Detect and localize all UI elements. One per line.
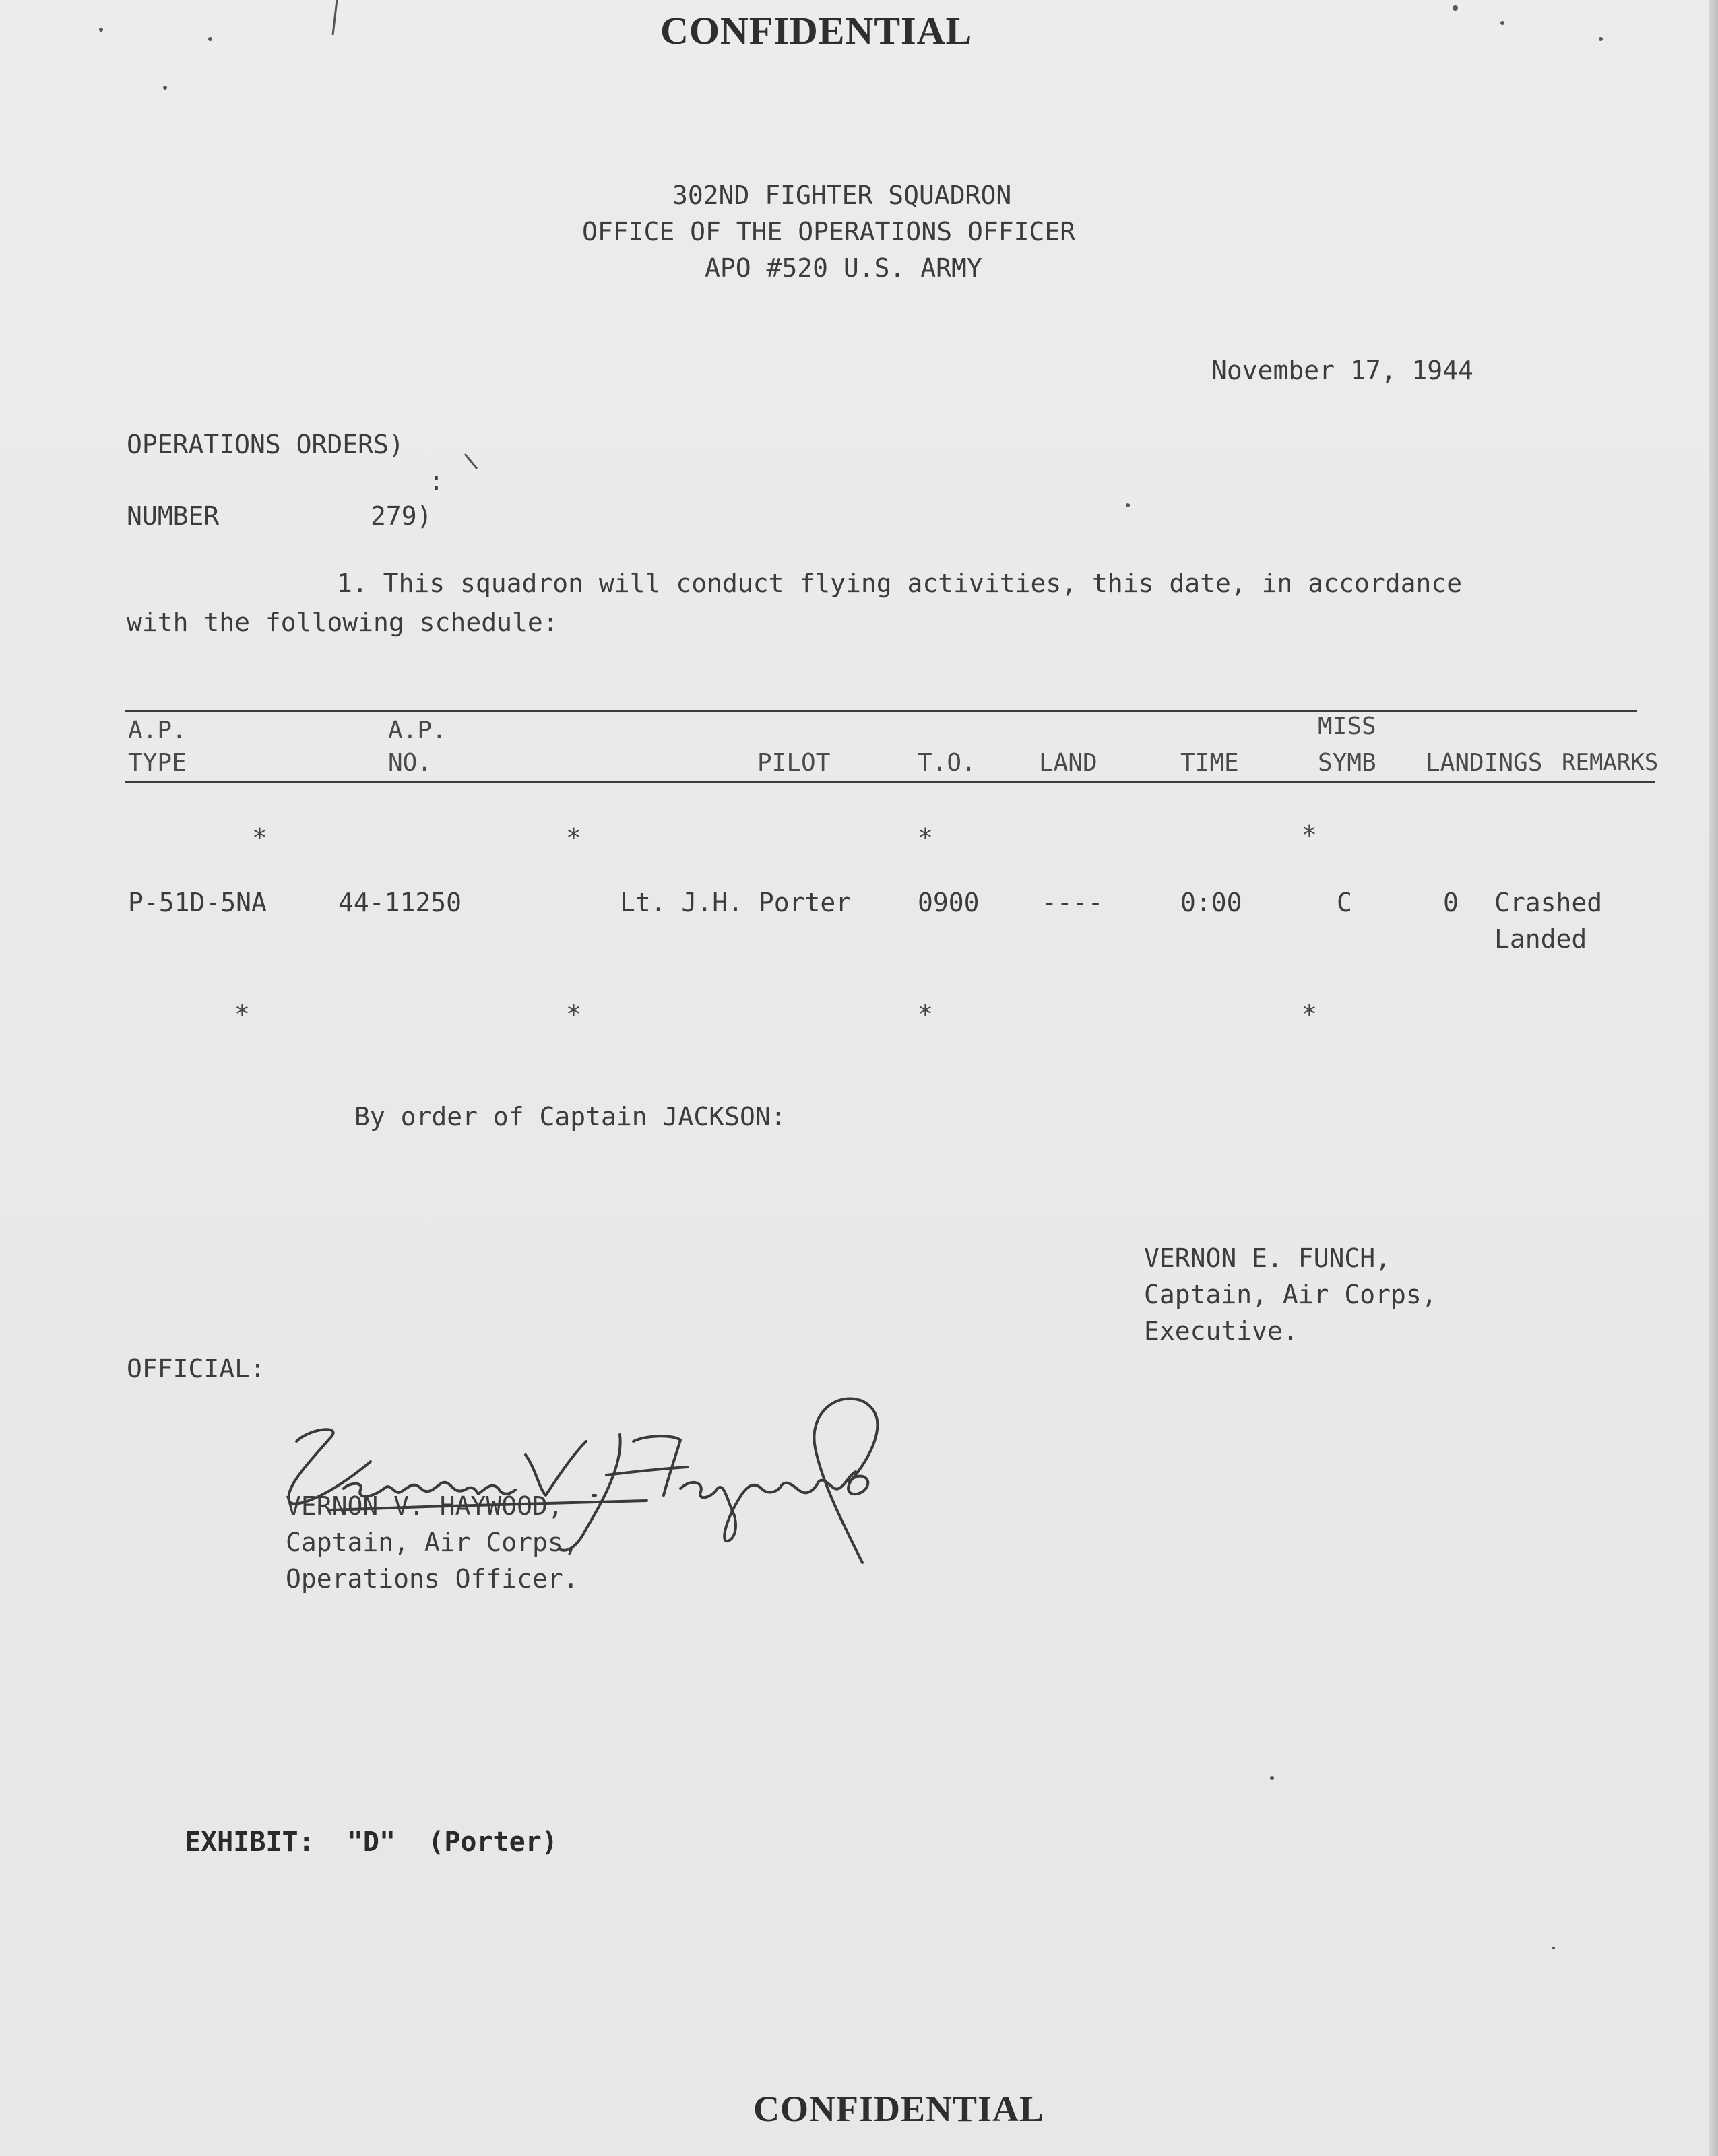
header-time: TIME	[1180, 749, 1239, 777]
header-office: OFFICE OF THE OPERATIONS OFFICER	[582, 217, 1076, 247]
separator-star: *	[252, 823, 267, 853]
cell-remarks-2: Landed	[1494, 924, 1587, 954]
body-line-1: 1. This squadron will conduct flying activities, this date, in accordance	[337, 568, 1463, 598]
executive-title: Executive.	[1144, 1316, 1298, 1346]
header-miss-1: MISS	[1318, 713, 1376, 740]
cell-ap-no: 44-11250	[338, 888, 462, 917]
cell-pilot: Lt. J.H. Porter	[620, 888, 852, 917]
officer-title: Operations Officer.	[286, 1564, 579, 1594]
separator-star: *	[234, 1000, 250, 1029]
header-ap-no-2: NO.	[388, 749, 433, 777]
header-landings: LANDINGS	[1426, 749, 1543, 777]
body-line-2: with the following schedule:	[127, 608, 559, 637]
cell-to: 0900	[918, 888, 980, 917]
separator-star: *	[1302, 1000, 1317, 1029]
by-order-line: By order of Captain JACKSON:	[354, 1102, 786, 1132]
date: November 17, 1944	[1211, 356, 1473, 385]
cell-landings: 0	[1443, 888, 1459, 917]
separator-star: *	[918, 1000, 933, 1029]
separator-star: *	[566, 1000, 581, 1029]
header-ap-type-2: TYPE	[128, 749, 187, 777]
header-miss-2: SYMB	[1318, 749, 1376, 777]
cell-remarks-1: Crashed	[1494, 888, 1603, 917]
executive-name: VERNON E. FUNCH,	[1144, 1243, 1391, 1273]
official-label: OFFICIAL:	[127, 1354, 265, 1383]
orders-caption: OPERATIONS ORDERS)	[127, 430, 404, 459]
header-pilot: PILOT	[757, 749, 831, 777]
orders-number-value: 279)	[371, 501, 433, 531]
header-to: T.O.	[918, 749, 976, 777]
separator-star: *	[918, 823, 933, 853]
header-unit: 302ND FIGHTER SQUADRON	[672, 181, 1012, 210]
executive-rank: Captain, Air Corps,	[1144, 1280, 1437, 1309]
cell-time: 0:00	[1180, 888, 1242, 917]
cell-miss-symb: C	[1337, 888, 1352, 917]
officer-rank: Captain, Air Corps,	[286, 1528, 579, 1557]
header-land: LAND	[1039, 749, 1097, 777]
separator-star: *	[566, 823, 581, 853]
classification-top: CONFIDENTIAL	[660, 9, 973, 53]
cell-land: ----	[1042, 888, 1104, 917]
cell-ap-type: P-51D-5NA	[128, 888, 267, 917]
separator-star: *	[1302, 820, 1317, 850]
officer-name: VERNON V. HAYWOOD,	[286, 1491, 563, 1521]
exhibit-label: EXHIBIT: "D" (Porter)	[185, 1827, 558, 1858]
header-ap-no-1: A.P.	[388, 717, 447, 744]
classification-bottom: CONFIDENTIAL	[753, 2089, 1045, 2129]
orders-number-label: NUMBER	[127, 501, 220, 531]
header-ap-type-1: A.P.	[128, 717, 187, 744]
orders-colon: :	[428, 466, 444, 496]
header-apo: APO #520 U.S. ARMY	[705, 253, 982, 283]
header-remarks: REMARKS	[1562, 749, 1659, 776]
